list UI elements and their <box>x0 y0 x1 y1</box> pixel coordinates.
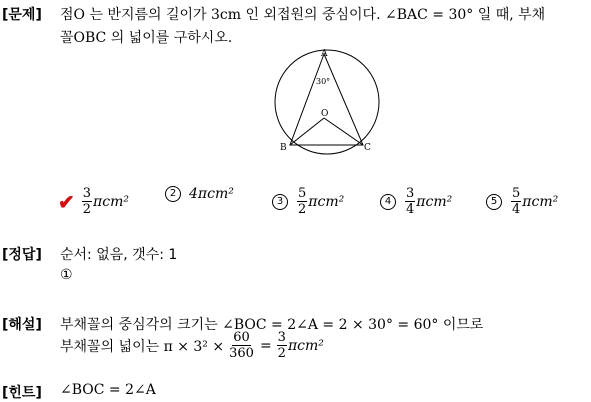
geometry-figure <box>270 48 386 156</box>
problem-tag: [문제] <box>2 7 42 23</box>
label-angle: 30° <box>316 77 331 86</box>
answer-tag: [정답] <box>2 247 42 263</box>
choice-2[interactable]: 2 4πcm² <box>165 186 234 202</box>
choice-5[interactable]: 5 $\frac{5}{4}$ πcm² <box>486 186 558 217</box>
problem-line-2: 꼴OBC 의 넓이를 구하시오. <box>60 30 233 46</box>
label-c: C <box>364 143 371 153</box>
problem-line-1: 점O 는 반지름의 길이가 3cm 인 외접원의 중심이다. ∠BAC = 30° 일 때, 부채 <box>60 7 546 23</box>
label-o: O <box>321 109 329 119</box>
explanation-tag: [해설] <box>2 317 42 333</box>
checkmark-icon: ✔ <box>58 189 75 214</box>
choice-3[interactable]: 3 $\frac{5}{2}$ πcm² <box>272 186 344 217</box>
choice-4[interactable]: 4 $\frac{3}{4}$ πcm² <box>380 186 452 217</box>
explanation-line-2: 부채꼴의 넓이는 π × 3² × $\frac{60}{360}$ = $\frac{3}{2}$ πcm² <box>60 330 324 361</box>
choice-1[interactable]: ✔ $\frac{3}{2}$ πcm² <box>58 186 129 217</box>
label-a: A <box>321 49 328 59</box>
answer-line-1: 순서: 없음, 갯수: 1 <box>60 247 178 263</box>
triangle-abc <box>290 54 363 145</box>
circumcircle <box>275 50 379 154</box>
label-b: B <box>280 143 287 153</box>
hint-line-1: ∠BOC = 2∠A <box>60 382 156 398</box>
answer-line-2: ① <box>60 267 73 283</box>
explanation-line-1: 부채꼴의 중심각의 크기는 ∠BOC = 2∠A = 2 × 30° = 60° 이므로 <box>60 317 484 333</box>
hint-tag: [힌트] <box>2 385 42 401</box>
